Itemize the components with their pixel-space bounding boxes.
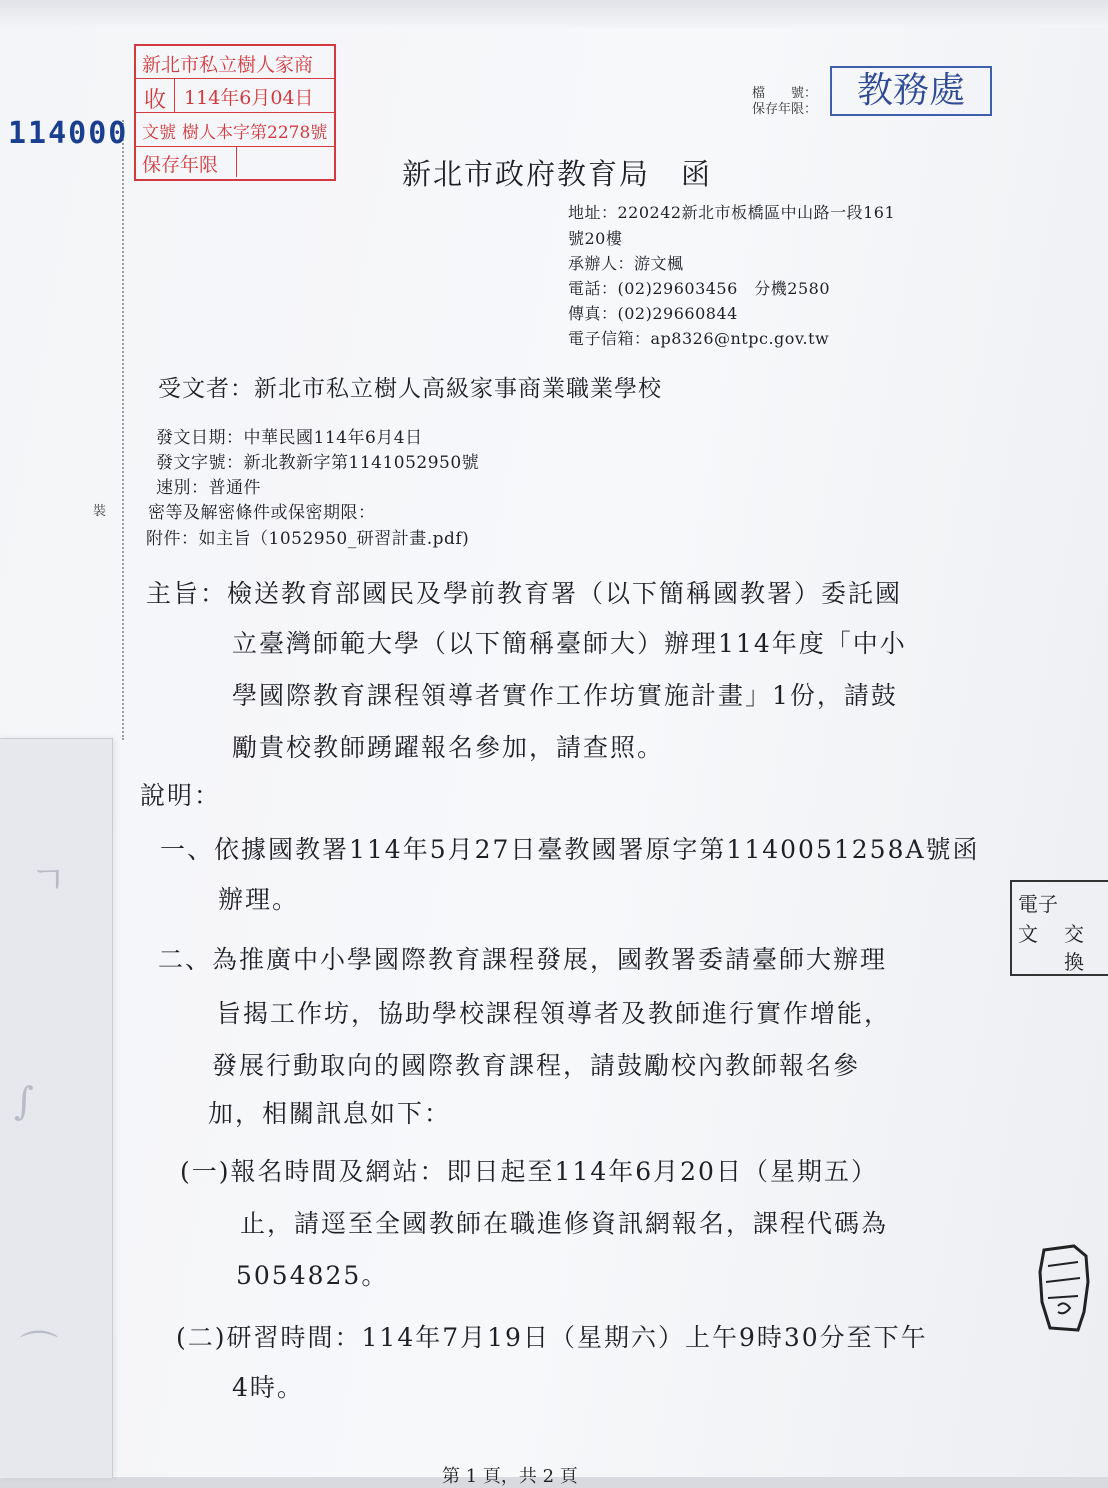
page-top-shadow xyxy=(0,0,1108,28)
faint-mark: ㄱ xyxy=(30,858,67,902)
email: 電子信箱：ap8326@ntpc.gov.tw xyxy=(568,329,830,348)
explanation-line: 旨揭工作坊，協助學校課程領導者及教師進行實作增能， xyxy=(216,999,892,1028)
explanation-line: 發展行動取向的國際教育課程，請鼓勵校內教師報名參 xyxy=(212,1051,861,1080)
handwritten-number: 114000 xyxy=(8,116,129,151)
subject-line: 勵貴校教師踴躍報名參加，請查照。 xyxy=(232,733,665,762)
binding-mark: 裝 xyxy=(93,504,107,519)
explanation-line: (一)報名時間及網站：即日起至114年6月20日（星期五） xyxy=(180,1157,878,1186)
faint-mark: ∫ xyxy=(14,1079,34,1123)
secrecy: 密等及解密條件或保密期限： xyxy=(148,503,376,523)
stamp-recv-label: 收 xyxy=(144,88,167,113)
department-stamp: 教務處 xyxy=(830,66,992,116)
retention-label: 保存年限： xyxy=(752,102,818,117)
attachment: 附件：如主旨（1052950_研習計畫.pdf) xyxy=(146,529,470,549)
document-title: 新北市政府教育局 函 xyxy=(402,157,713,191)
speed-class: 速別：普通件 xyxy=(156,478,261,498)
stamp-number: 樹人本字第2278號 xyxy=(182,123,328,143)
underlying-sheet xyxy=(0,738,113,1478)
page-footer: 第 1 頁，共 2 頁 xyxy=(442,1466,578,1487)
file-number-label: 檔 號： xyxy=(752,86,818,101)
address-line-2: 號20樓 xyxy=(568,229,623,248)
faint-mark: ⌒ xyxy=(20,1328,59,1372)
fax: 傳真：(02)29660844 xyxy=(568,304,738,323)
hand-stamp-icon xyxy=(1034,1242,1094,1334)
explanation-line: 5054825。 xyxy=(236,1261,389,1290)
binding-line xyxy=(122,120,124,740)
e-stamp-text: 換 xyxy=(1064,950,1084,974)
issue-date: 發文日期：中華民國114年6月4日 xyxy=(156,428,423,448)
stamp-school: 新北市私立樹人家商 xyxy=(142,54,314,76)
receive-stamp xyxy=(134,44,336,181)
explanation-heading: 說明： xyxy=(140,781,222,810)
explanation-line: 止，請逕至全國教師在職進修資訊網報名，課程代碼為 xyxy=(240,1209,889,1238)
stamp-date: 114年6月04日 xyxy=(184,87,314,109)
stamp-number-label: 文號 xyxy=(142,123,176,143)
e-document-stamp xyxy=(1010,880,1108,976)
explanation-line: (二)研習時間：114年7月19日（星期六）上午9時30分至下午 xyxy=(176,1323,928,1352)
phone: 電話：(02)29603456 分機2580 xyxy=(568,279,831,298)
address-line-1: 地址：220242新北市板橋區中山路一段161 xyxy=(568,203,896,222)
explanation-line: 4時。 xyxy=(232,1373,304,1402)
handler: 承辦人：游文楓 xyxy=(568,254,684,273)
explanation-line: 辦理。 xyxy=(218,885,300,914)
e-stamp-text: 文 xyxy=(1018,922,1038,946)
e-stamp-text: 電子 xyxy=(1018,892,1058,916)
subject-line: 學國際教育課程領導者實作工作坊實施計畫」1份，請鼓 xyxy=(232,681,898,710)
recipient: 受文者：新北市私立樹人高級家事商業職業學校 xyxy=(158,376,662,402)
subject-line: 主旨：檢送教育部國民及學前教育署（以下簡稱國教署）委託國 xyxy=(146,579,903,608)
explanation-line: 一、依據國教署114年5月27日臺教國署原字第1140051258A號函 xyxy=(160,835,980,864)
explanation-line: 加，相關訊息如下： xyxy=(208,1099,452,1128)
e-stamp-text: 交 xyxy=(1064,922,1084,946)
explanation-line: 二、為推廣中小學國際教育課程發展，國教署委請臺師大辦理 xyxy=(158,945,888,974)
stamp-retention-label: 保存年限 xyxy=(142,154,219,176)
subject-line: 立臺灣師範大學（以下簡稱臺師大）辦理114年度「中小 xyxy=(232,629,907,658)
issue-number: 發文字號：新北教新字第1141052950號 xyxy=(156,453,480,473)
